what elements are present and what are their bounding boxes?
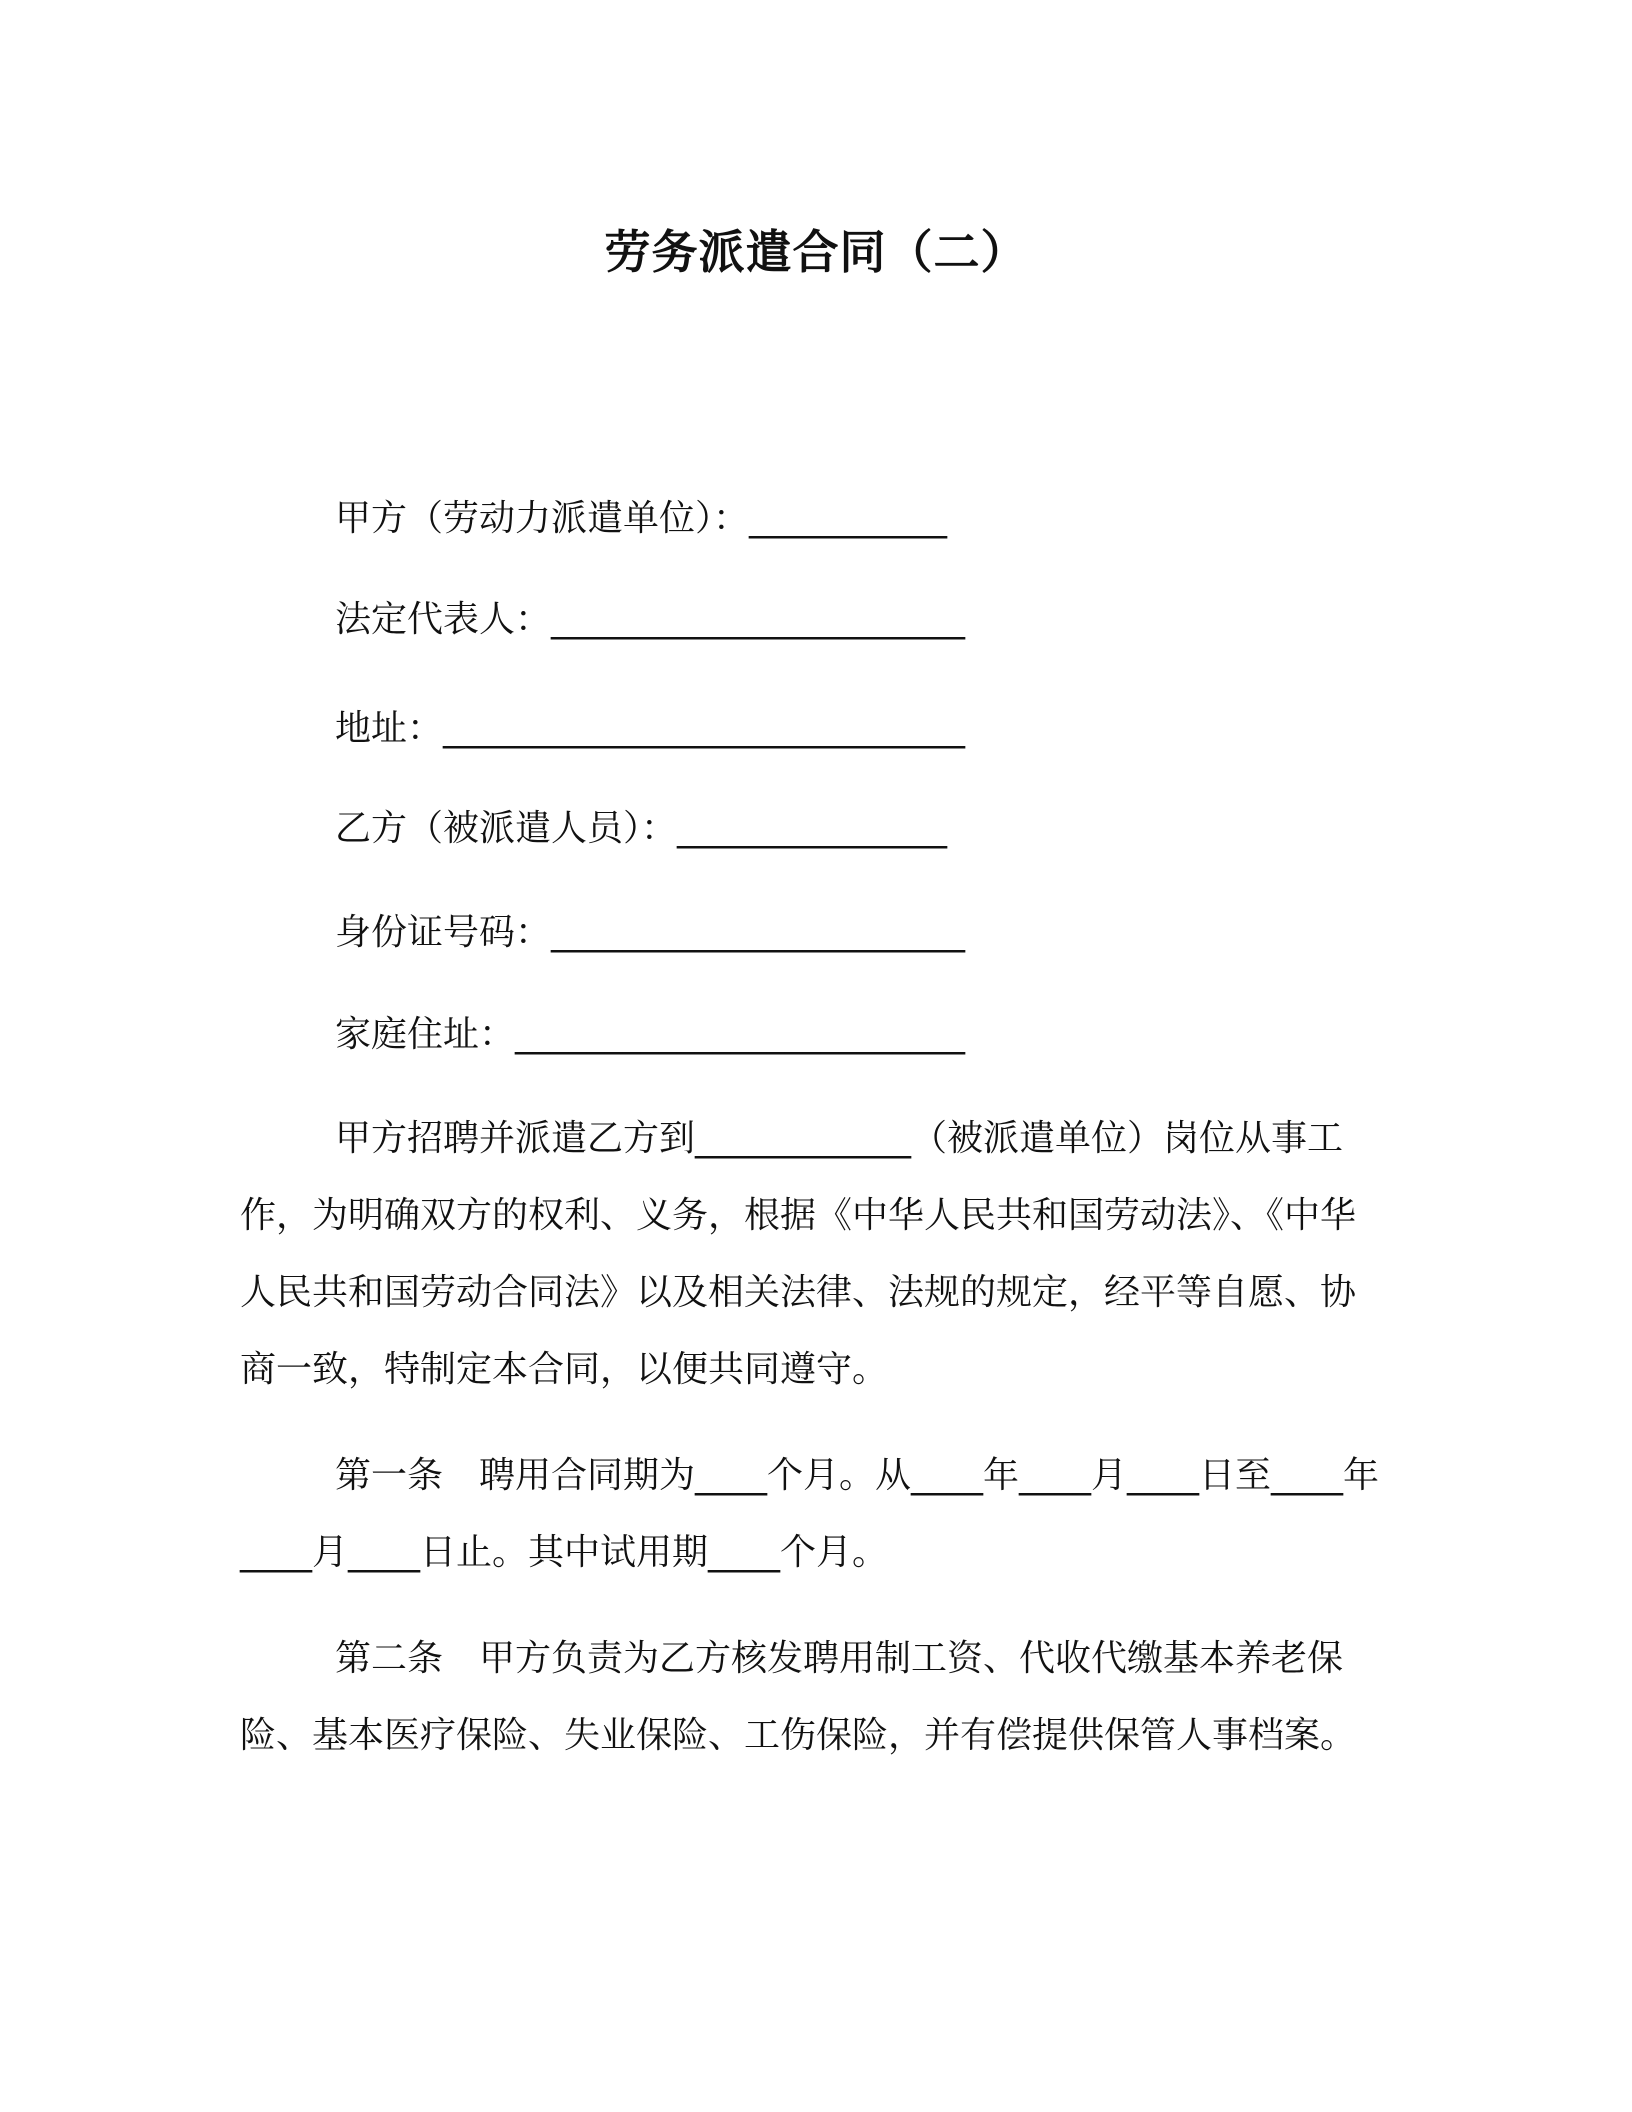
address-field: 地址：_____________________________ bbox=[335, 708, 966, 749]
article-2-paragraph: 第二条 甲方负责为乙方核发聘用制工资、代收代缴基本养老保险、基本医疗保险、失业保险、工伤保险，并有偿提供保管人事档案。 bbox=[240, 1638, 1357, 1756]
document-title: 劳务派遣合同（二） bbox=[604, 225, 1028, 279]
party-a-field: 甲方（劳动力派遣单位）：___________ bbox=[335, 498, 948, 539]
id-number-field: 身份证号码：_______________________ bbox=[335, 912, 966, 953]
party-b-field: 乙方（被派遣人员）：_______________ bbox=[335, 808, 948, 849]
preamble-paragraph: 甲方招聘并派遣乙方到____________（被派遣单位）岗位从事工作，为明确双方的权利、义务，根据《中华人民共和国劳动法》、《中华人民共和国劳动合同法》以及相关法律、法规的规定，经平等自愿、协商一致，特制定本合同，以便共同遵守。 bbox=[240, 1118, 1357, 1390]
home-address-field: 家庭住址：_________________________ bbox=[335, 1014, 966, 1055]
article-1-paragraph: 第一条 聘用合同期为____个月。从____年____月____日至____年____月____日止。其中试用期____个月。 bbox=[240, 1455, 1380, 1573]
legal-representative-field: 法定代表人：_______________________ bbox=[335, 599, 966, 640]
